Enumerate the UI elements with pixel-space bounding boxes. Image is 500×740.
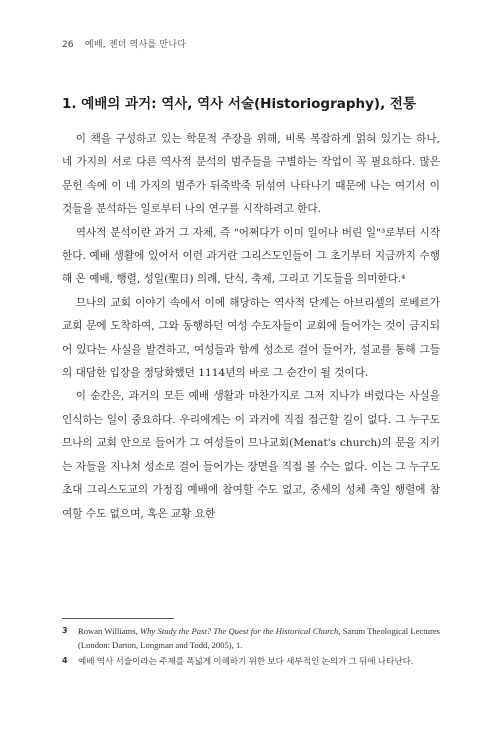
footnote-text-part: , Sarum Theological Lectures (London: Darton, Longman and Todd, 2005), 1. [78, 626, 440, 650]
footnote-text-part: 예배 역사 서술이라는 주제를 폭넓게 이해하기 위한 보다 세부적인 논의가 그 뒤에 나타난다. [78, 656, 414, 666]
page-number: 26 [62, 40, 74, 50]
footnote-text [78, 624, 440, 652]
footnote-book-title: Why Study the Past? The Quest for the Historical Church [139, 626, 339, 636]
body-text [62, 128, 440, 526]
footnote-text [78, 654, 440, 668]
running-head-title: 예배, 젠더 역사를 만나다 [84, 40, 187, 50]
paragraph: 므나의 교회 이야기 속에서 이에 해당하는 역사적 단계는 아브리셀의 로베르가 교회 문에 도착하여, 그와 동행하던 여성 수도자들이 교회에 들어가는 것이 금지되어 있다는 사실을 발견하고, 여성들과 함께 성소로 걸어 들어가, 설교를 통해 그들의 대담한 입장을 정당화했던 1114년의 바로 그 순간이 될 것이다. [62, 296, 440, 380]
paragraph: 이 책을 구성하고 있는 학문적 주장을 위해, 비록 복잡하게 얽혀 있기는 하나, 네 가지의 서로 다른 역사적 분석의 범주들을 구별하는 작업이 꼭 필요하다. 많은 문헌 속에 이 네 가지의 범주가 뒤죽박죽 뒤섞여 나타나기 때문에 나는 여기서 이것들을 분석하는 일로부터 나의 연구를 시작하려고 한다. [62, 133, 440, 216]
footnote [62, 624, 440, 652]
footnote-divider [62, 618, 174, 619]
footnote [62, 654, 440, 668]
paragraph: 역사적 분석이란 과거 그 자체, 즉 "어쩌다가 이미 일어나 버린 일"³로부터 시작한다. 예배 생활에 있어서 이런 과거란 그리스도인들이 그 초기부터 지금까지 수행해 온 예배, 행렬, 성일(聖日) 의례, 단식, 축제, 그리고 기도들을 의미한다.⁴ [62, 226, 440, 286]
running-head [62, 37, 186, 50]
paragraph: 이 순간은, 과거의 모든 예배 생활과 마찬가지로 그저 지나가 버렸다는 사실을 인식하는 일이 중요하다. 우리에게는 이 과거에 직접 접근할 길이 없다. 그 누구도 므나의 교회 안으로 들어가 그 여성들이 므나교회(Menat's church)의 문을 지키는 자들을 지나쳐 성소로 걸어 들어가는 장면을 직접 볼 수는 없다. 이는 그 누구도 초대 그리스도교의 가정집 예배에 참여할 수도 없고, 중세의 성체 축일 행렬에 참여할 수도 없으며, 혹은 교황 요한 [62, 390, 440, 520]
footnote-text-part: Rowan Williams, [78, 626, 140, 636]
footnote-number: 3 [62, 626, 68, 635]
section-heading: 1. 예배의 과거: 역사, 역사 서술(Historiography), 전통 [62, 96, 417, 112]
footnotes [62, 624, 440, 670]
footnote-number: 4 [62, 656, 68, 665]
